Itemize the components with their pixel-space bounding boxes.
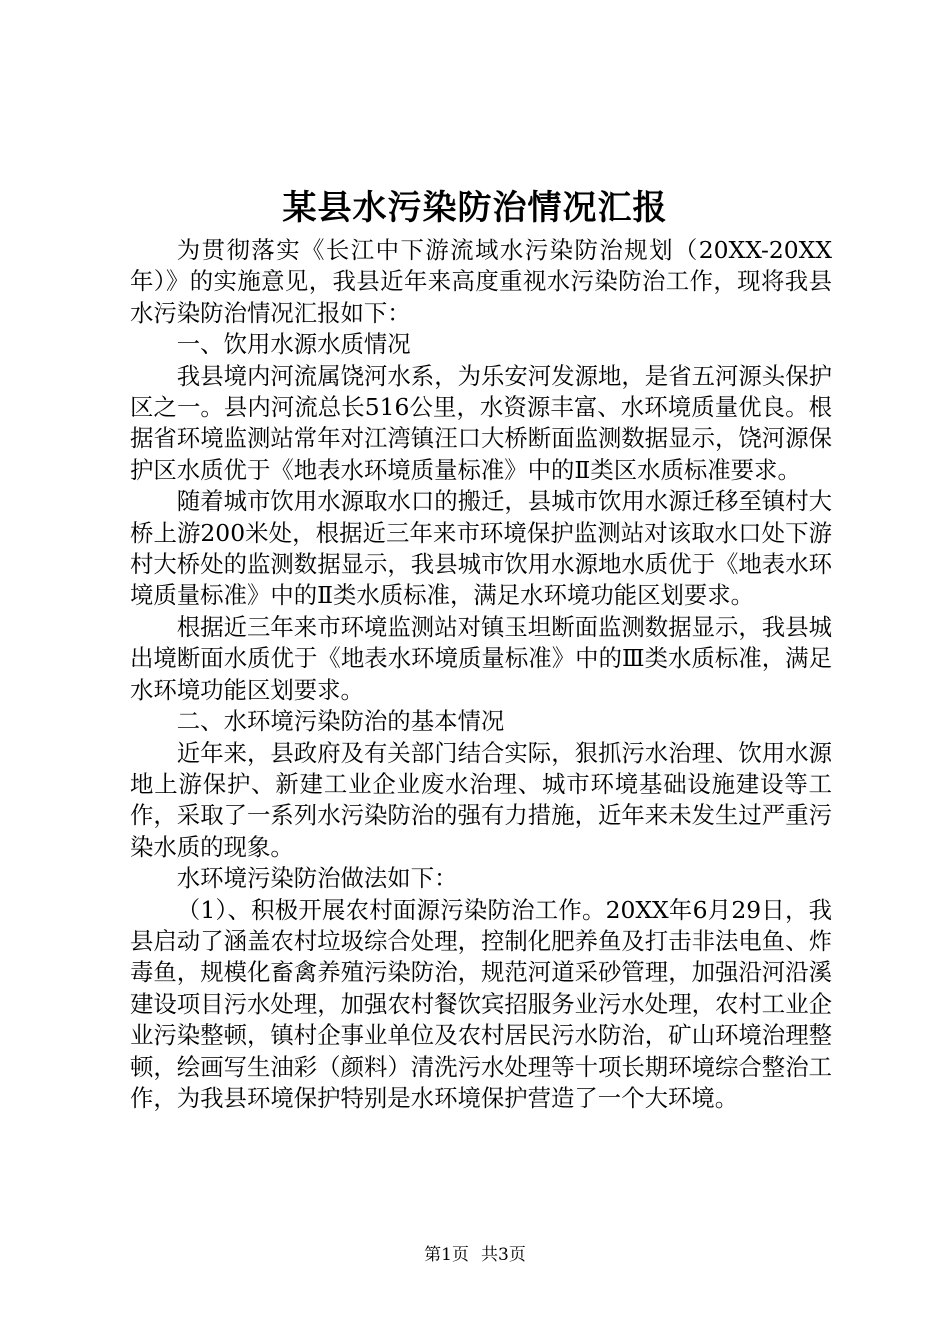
section-heading-1: 一、饮用水源水质情况	[176, 330, 411, 359]
paragraph: 近年来，县政府及有关部门结合实际，狠抓污水治理、饮用水源地上游保护、新建工业企业废水治理、城市环境基础设施建设等工作，采取了一系列水污染防治的强有力措施，近年来未发生过严重污染水质的现象。	[130, 738, 832, 861]
document-title: 某县水污染防治情况汇报	[282, 188, 668, 228]
paragraph: 随着城市饮用水源取水口的搬迁，县城市饮用水源迁移至镇村大桥上游200米处，根据近三年来市环境保护监测站对该取水口处下游村大桥处的监测数据显示，我县城市饮用水源地水质优于《地表水环境质量标准》中的Ⅱ类水质标准，满足水环境功能区划要求。	[130, 487, 832, 610]
paragraph: 水环境污染防治做法如下：	[176, 864, 458, 893]
section-heading-2: 二、水环境污染防治的基本情况	[176, 707, 505, 736]
page-number: 第1页	[424, 1245, 469, 1265]
page-total: 共3页	[481, 1245, 526, 1265]
page-footer	[0, 1244, 950, 1266]
paragraph: 我县境内河流属饶河水系，为乐安河发源地，是省五河源头保护区之一。县内河流总长516公里，水资源丰富、水环境质量优良。根据省环境监测站常年对江湾镇汪口大桥断面监测数据显示，饶河源保护区水质优于《地表水环境质量标准》中的Ⅱ类区水质标准要求。	[130, 361, 832, 484]
paragraph-intro: 为贯彻落实《长江中下游流域水污染防治规划（20XX-20XX年）》的实施意见，我县近年来高度重视水污染防治工作，现将我县水污染防治情况汇报如下：	[130, 236, 832, 327]
paragraph: （1）、积极开展农村面源污染防治工作。20XX年6月29日，我县启动了涵盖农村垃圾综合处理，控制化肥养鱼及打击非法电鱼、炸毒鱼，规模化畜禽养殖污染防治，规范河道采砂管理，加强沿河沿溪建设项目污水处理，加强农村餐饮宾招服务业污水处理，农村工业企业污染整顿，镇村企事业单位及农村居民污水防治，矿山环境治理整顿，绘画写生油彩（颜料）清洗污水处理等十项长期环境综合整治工作，为我县环境保护特别是水环境保护营造了一个大环境。	[130, 895, 832, 1112]
paragraph: 根据近三年来市环境监测站对镇玉坦断面监测数据显示，我县城出境断面水质优于《地表水环境质量标准》中的Ⅲ类水质标准，满足水环境功能区划要求。	[130, 612, 832, 704]
document-body	[130, 235, 832, 1114]
